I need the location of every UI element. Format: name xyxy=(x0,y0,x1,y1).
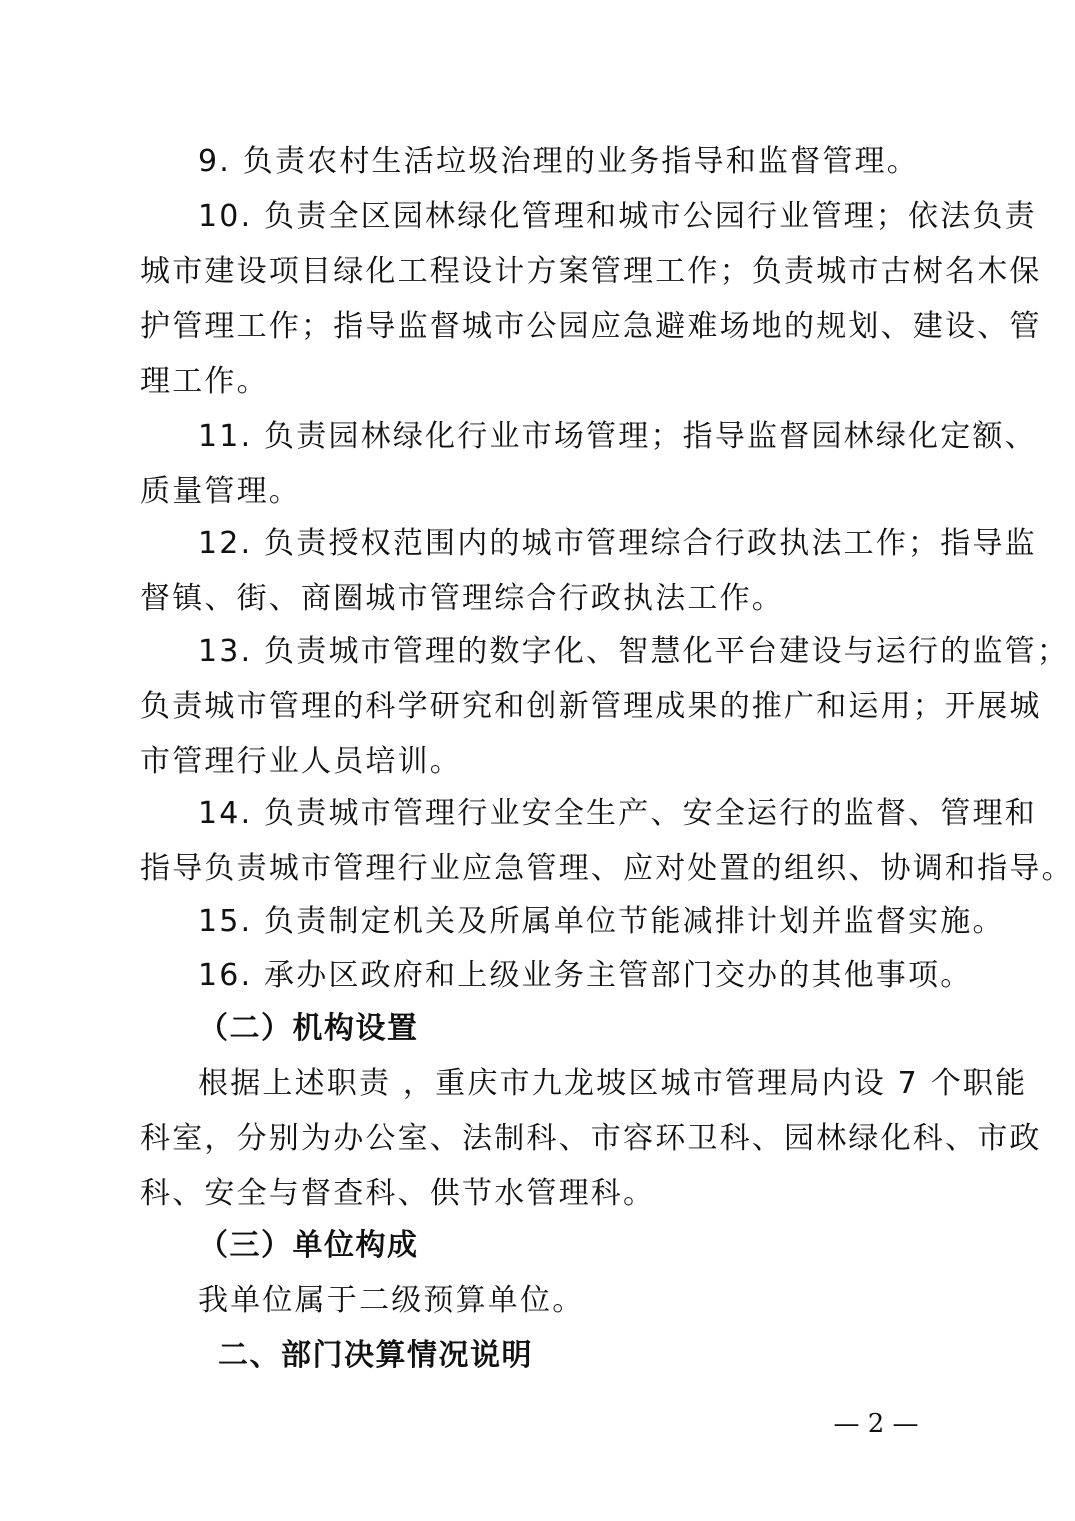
duty-item-13-cont-1: 负责城市管理的科学研究和创新管理成果的推广和运用；开展城 xyxy=(140,689,1042,724)
subheading-unit-composition: （三）单位构成 xyxy=(198,1228,419,1263)
duty-item-14-cont-1: 指导负责城市管理行业应急管理、应对处置的组织、协调和指导。 xyxy=(140,851,1074,886)
duty-item-9: 9. 负责农村生活垃圾治理的业务指导和监督管理。 xyxy=(198,144,919,179)
duty-item-10-cont-1: 城市建设项目绿化工程设计方案管理工作；负责城市古树名木保 xyxy=(140,254,1042,289)
duty-item-10-cont-3: 理工作。 xyxy=(140,364,269,399)
duty-item-12: 12. 负责授权范围内的城市管理综合行政执法工作；指导监 xyxy=(198,526,1037,561)
page-number: — 2 — xyxy=(833,1409,919,1439)
duty-item-11: 11. 负责园林绿化行业市场管理；指导监督园林绿化定额、 xyxy=(198,419,1037,454)
duty-item-16: 16. 承办区政府和上级业务主管部门交办的其他事项。 xyxy=(198,958,973,993)
duty-item-14: 14. 负责城市管理行业安全生产、安全运行的监督、管理和 xyxy=(198,796,1037,831)
duty-item-15: 15. 负责制定机关及所属单位节能减排计划并监督实施。 xyxy=(198,904,1005,939)
subheading-organization: （二）机构设置 xyxy=(198,1011,419,1046)
organization-paragraph-cont-2: 科、安全与督查科、供节水管理科。 xyxy=(140,1176,656,1211)
unit-composition-paragraph: 我单位属于二级预算单位。 xyxy=(198,1283,585,1318)
duty-item-11-cont-1: 质量管理。 xyxy=(140,474,301,509)
duty-item-13: 13. 负责城市管理的数字化、智慧化平台建设与运行的监管； xyxy=(198,634,1070,669)
section-heading-final-accounts: 二、部门决算情况说明 xyxy=(218,1338,533,1373)
organization-paragraph-cont-1: 科室，分别为办公室、法制科、市容环卫科、园林绿化科、市政 xyxy=(140,1121,1042,1156)
organization-paragraph: 根据上述职责 ，重庆市九龙坡区城市管理局内设 7 个职能 xyxy=(198,1066,1028,1101)
duty-item-10: 10. 负责全区园林绿化管理和城市公园行业管理；依法负责 xyxy=(198,199,1037,234)
duty-item-12-cont-1: 督镇、街、商圈城市管理综合行政执法工作。 xyxy=(140,581,784,616)
duty-item-13-cont-2: 市管理行业人员培训。 xyxy=(140,744,462,779)
duty-item-10-cont-2: 护管理工作；指导监督城市公园应急避难场地的规划、建设、管 xyxy=(140,309,1042,344)
